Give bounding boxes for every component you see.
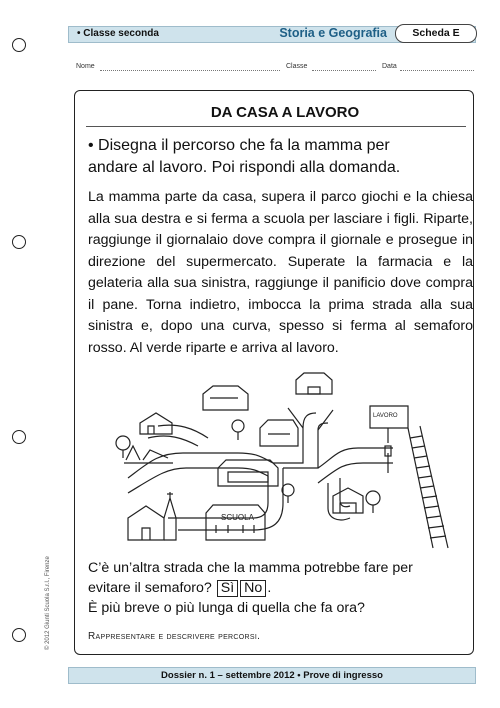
date-field[interactable] [400, 70, 474, 71]
school-building [206, 505, 265, 540]
class-field[interactable] [312, 70, 376, 71]
binder-hole [12, 38, 26, 52]
answer-no-box[interactable]: No [240, 580, 266, 597]
church-building [128, 492, 176, 540]
class-field-label: Classe [286, 63, 308, 70]
footer-bar: Dossier n. 1 – settembre 2012 • Prove di ingresso [68, 667, 476, 684]
question-line: È più breve o più lunga di quella che fa ora? [88, 600, 365, 616]
home-building [140, 413, 172, 434]
pharmacy [260, 420, 298, 446]
class-label: • Classe seconda [77, 28, 159, 39]
ice-cream-shop [203, 386, 248, 410]
map-label-work: LAVORO [373, 413, 398, 419]
header-bar [68, 26, 476, 43]
instruction [88, 135, 473, 179]
story-text: La mamma parte da casa, supera il parco giochi e la chiesa alla sua destra e si ferma a scuola per lasciare i figli. Riparte, raggiunge il giornalaio dove compra il giornale e prosegue in direzione del supermercato. Superate la farmacia e la gelateria alla sua sinistra, raggiunge il panificio dove compra il pane. Torna indietro, imbocca la prima strada alla sua sinistra e, dopo una curva, spesso si ferma al semaforo rosso. Al verde riparte e arriva al lavoro. [88, 189, 473, 356]
supermarket [218, 460, 278, 486]
instruction-line: andare al lavoro. Poi rispondi alla domanda. [88, 159, 401, 176]
binder-hole [12, 235, 26, 249]
bakery [296, 373, 332, 394]
binder-hole [12, 430, 26, 444]
name-label: Nome [76, 63, 95, 70]
roads [128, 408, 393, 530]
page-title: DA CASA A LAVORO [210, 104, 360, 121]
railway [408, 426, 448, 548]
binder-hole [12, 628, 26, 642]
question-line: evitare il semaforo? Sì No . [88, 580, 272, 596]
question-block [88, 558, 473, 618]
answer-yes-box[interactable]: Sì [217, 580, 238, 597]
title-divider [86, 126, 466, 127]
route-map [88, 368, 473, 553]
copyright-note: © 2012 Giunti Scuola S.r.l., Firenze [45, 556, 51, 650]
date-label: Data [382, 63, 397, 70]
subject-title: Storia e Geografia [279, 26, 387, 40]
skill-label: Rappresentare e descrivere percorsi. [88, 631, 261, 642]
name-field[interactable] [100, 70, 280, 71]
traffic-light [385, 446, 391, 473]
newsstand [333, 488, 363, 513]
worksheet-badge: Scheda E [395, 24, 477, 43]
map-label-school: SCUOLA [221, 513, 254, 522]
instruction-line: • Disegna il percorso che fa la mamma per [88, 137, 390, 154]
workplace-building [370, 406, 408, 443]
question-line: C’è un’altra strada che la mamma potrebbe fare per [88, 560, 413, 576]
